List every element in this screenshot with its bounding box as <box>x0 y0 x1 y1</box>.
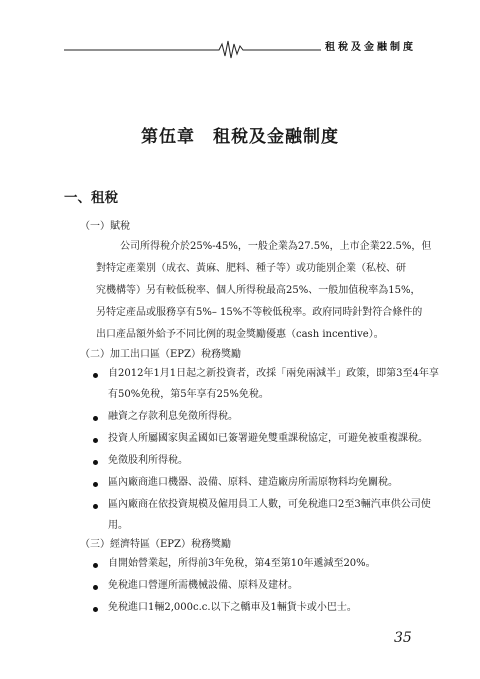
bullet-text: 免稅進口營運所需機械設備、原料及建材。 <box>108 580 298 591</box>
bullet-text-continued: 用。 <box>108 520 128 531</box>
bullet-icon <box>93 460 98 465</box>
paragraph-line: 另特定產品或服務享有5%– 15%不等較低稅率。政府同時針對符合條件的 <box>96 307 423 318</box>
bullet-icon <box>93 373 98 378</box>
bullet-text: 免徵股利所得稅。 <box>108 455 188 466</box>
bullet-icon <box>93 482 98 487</box>
bullet-icon <box>93 607 98 612</box>
bullet-text: 自開始營業起，所得前3年免稅，第4至第10年遞減至20%。 <box>108 558 376 569</box>
running-header-title: 租稅及金融制度 <box>321 40 420 56</box>
bullet-text: 投資人所屬國家與孟國如已簽署避免雙重課稅協定，可避免被重複課稅。 <box>108 433 428 444</box>
bullet-icon <box>93 504 98 509</box>
paragraph-line: 究機構等）另有較低稅率、個人所得稅最高25%、一般加值稅率為15%， <box>96 285 421 296</box>
paragraph-line: 出口產品額外給予不同比例的現金獎勵優惠（cash incentive）。 <box>96 329 384 340</box>
bullet-text: 免稅進口1輛2,000c.c.以下之轎車及1輛貨卡或小巴士。 <box>108 602 357 613</box>
bullet-text: 自2012年1月1日起之新投資者，改採「兩免兩減半」政策，即第3至4年享 <box>108 368 439 379</box>
bullet-text: 區內廠商在依投資規模及僱用員工人數，可免稅進口2至3輛汽車供公司使 <box>108 499 431 510</box>
subsection-heading-taxation: （一）賦稅 <box>80 221 130 232</box>
subsection-heading-epz: （二）加工出口區（EPZ）稅務獎勵 <box>80 349 241 360</box>
bullet-text: 區內廠商進口機器、設備、原料、建造廠房所需原物料均免關稅。 <box>108 477 398 488</box>
paragraph-line: 對特定產業別（成衣、黃麻、肥料、種子等）或功能別企業（私校、研 <box>96 263 406 274</box>
subsection-heading-sez: （三）經濟特區（EPZ）稅務獎勵 <box>80 539 231 550</box>
page-number: 35 <box>394 630 412 646</box>
paragraph-line: 公司所得稅介於25%-45%，一般企業為27.5%，上市企業22.5%，但 <box>120 241 432 252</box>
bullet-icon <box>93 585 98 590</box>
bullet-icon <box>93 416 98 421</box>
heartbeat-line-icon <box>64 36 364 62</box>
bullet-icon <box>93 563 98 568</box>
bullet-text: 融資之存款利息免徵所得稅。 <box>108 411 238 422</box>
bullet-icon <box>93 438 98 443</box>
section-title: 一、租稅 <box>64 190 118 206</box>
bullet-text-continued: 有50%免稅，第5年享有25%免稅。 <box>108 389 269 400</box>
running-header <box>64 36 424 62</box>
chapter-title: 第伍章 租稅及金融制度 <box>141 127 339 147</box>
